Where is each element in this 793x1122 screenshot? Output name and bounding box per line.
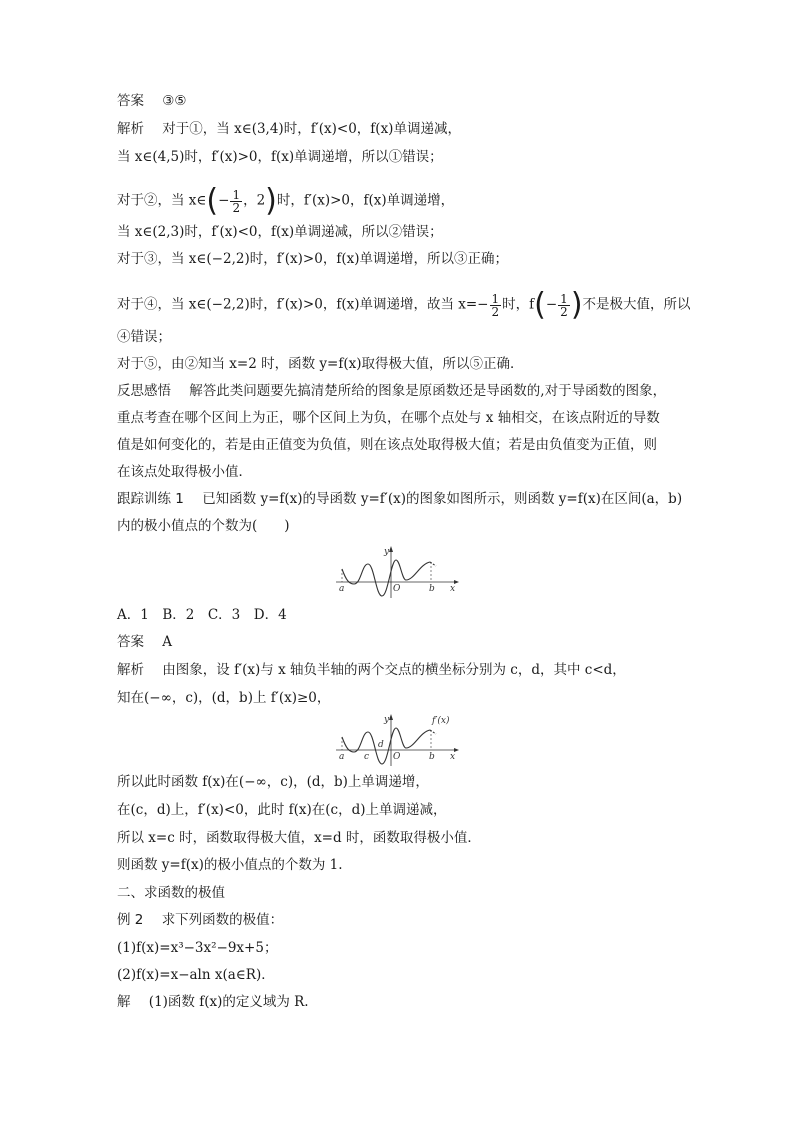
a-label: a [339,752,345,762]
analysis-line-3 [117,182,455,219]
right-bracket: ) [570,286,583,323]
reflection-label: 反思感悟 [117,383,171,399]
answer-value: A [162,634,173,650]
fraction [558,293,570,318]
left-bracket: ( [534,286,546,323]
options-line: A．1 B．2 C．3 D．4 [117,607,287,623]
analysis-line-1 [117,120,461,138]
exercise-line-2: 内的极小值点的个数为( ) [117,518,290,534]
example-text: 求下列函数的极值： [161,912,284,928]
example-part-2: (2)f(x)=x−aln x(a∈R)． [117,967,275,983]
origin-label: O [393,752,401,762]
x-axis-label: x [450,584,456,594]
derivative-curve [342,728,430,764]
origin-label: O [393,584,401,594]
text-segment: 对于②，当 x∈ [117,192,207,209]
reflection-line-1 [117,382,666,400]
left-bracket: ( [206,182,219,219]
fraction [490,293,502,318]
a-label: a [339,584,345,594]
fraction-numerator: 1 [491,291,500,306]
text-segment: 对于④，当 x∈(−2,2)时，f′(x)>0，f(x)单调递增，故当 x=− [117,296,489,313]
y-axis-arrow [389,714,393,720]
y-axis-label: y [384,715,390,725]
analysis-line-4: 当 x∈(2,3)时，f′(x)<0，f(x)单调递减，所以②错误； [117,224,443,240]
analysis-line-5: 对于③，当 x∈(−2,2)时，f′(x)>0，f(x)单调递增，所以③正确； [117,251,508,267]
reflection-line-2: 重点考查在哪个区间上为正，哪个区间上为负，在哪个点处与 x 轴相交，在该点附近的导数 [117,410,660,426]
analysis2-line-2: 知在(−∞，c)，(d，b)上 f′(x)≥0， [117,690,331,706]
answer-line-2 [117,633,172,651]
minus-sign: − [218,192,230,209]
reflection-line-3: 值是如何变化的，若是由正值变为负值，则在该点处取得极大值；若是由负值变为正值，则 [117,437,657,453]
exercise-text: 已知函数 y=f(x)的导函数 y=f′(x)的图象如图所示，则函数 y=f(x)在区间(a，b) [202,491,683,507]
derivative-curve [342,560,430,596]
solution-line [117,993,309,1011]
analysis-text: 对于①，当 x∈(3,4)时，f′(x)<0，f(x)单调递减， [162,121,461,137]
analysis-line-2: 当 x∈(4,5)时，f′(x)>0，f(x)单调递增，所以①错误； [117,149,443,165]
fraction-numerator: 1 [232,187,241,202]
section-title: 二、求函数的极值 [117,885,225,901]
fraction-numerator: 1 [560,291,568,306]
exercise-label: 跟踪训练 1 [117,491,184,507]
analysis2-line-6: 则函数 y=f(x)的极小值点的个数为 1. [117,857,343,873]
d-label: d [378,740,384,750]
answer-line-1 [117,92,187,110]
y-axis-arrow [389,546,393,552]
text-segment: 时，f [502,296,535,313]
analysis2-line-5: 所以 x=c 时，函数取得极大值，x=d 时，函数取得极小值． [117,830,481,846]
answer-value: ③⑤ [162,93,187,109]
text-segment: ，2 [243,192,266,209]
answer-label: 答案 [117,634,144,650]
fraction [230,189,242,214]
right-bracket: ) [265,182,277,219]
x-axis-label: x [450,752,456,762]
analysis-line-7: ④错误； [117,329,171,345]
example-line [117,911,283,929]
reflection-text: 解答此类问题要先搞清楚所给的图象是原函数还是导函数的,对于导函数的图象， [189,383,667,399]
analysis-line-6: 对于④，当 x∈(−2,2)时，f′(x)>0，f(x)单调递增，故当 x=− $\frac{1}{2}$ 时，f(− $\frac{1}{2}$ )不是极大值，所以 [117,286,691,323]
analysis-text: 由图象，设 f′(x)与 x 轴负半轴的两个交点的横坐标分别为 c，d，其中 c<d， [162,662,626,678]
analysis2-line-3: 所以此时函数 f(x)在(−∞，c)，(d，b)上单调递增， [117,774,429,790]
fprime-label: f′(x) [432,716,450,726]
analysis2-line-1 [117,661,626,679]
analysis2-line-4: 在(c，d)上，f′(x)<0，此时 f(x)在(c，d)上单调递减， [117,802,447,818]
solution-label: 解 [117,994,131,1010]
example-label: 例 2 [117,912,144,928]
analysis-label: 解析 [117,662,144,678]
reflection-line-4: 在该点处取得极小值． [117,464,252,480]
text-segment: 不是极大值，所以 [582,296,691,313]
fraction-denominator: 2 [232,200,241,215]
b-label: b [429,584,435,594]
fraction-denominator: 2 [560,304,568,319]
b-label: b [429,752,435,762]
solution-text: (1)函数 f(x)的定义域为 R. [148,994,309,1010]
y-axis-label: y [384,547,390,557]
analysis-label: 解析 [117,121,144,137]
fraction-denominator: 2 [491,304,500,319]
derivative-graph-figure [334,544,462,600]
example-part-1: (1)f(x)=x³−3x²−9x+5； [117,940,278,956]
c-label: c [364,752,370,762]
analysis-line-8: 对于⑤，由②知当 x=2 时，函数 y=f(x)取得极大值，所以⑤正确． [117,356,524,372]
derivative-graph-figure-annotated [334,712,462,768]
answer-label: 答案 [117,93,144,109]
exercise-line-1 [117,490,682,508]
text-segment: 时，f′(x)>0，f(x)单调递增， [276,192,455,209]
